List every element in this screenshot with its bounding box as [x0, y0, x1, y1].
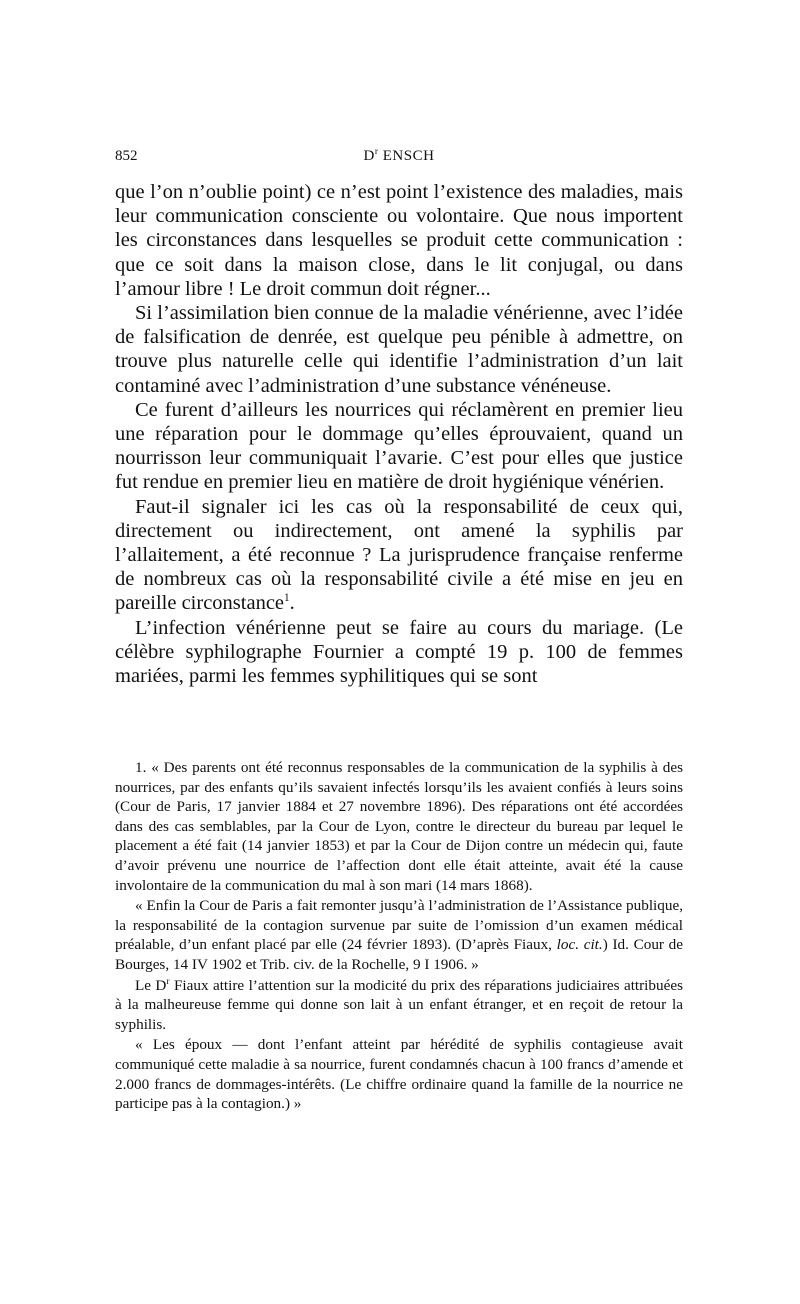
footnote-3	[115, 976, 683, 1035]
running-head	[115, 147, 683, 165]
footnote-3-prefix: Le D	[135, 976, 167, 994]
footnotes	[115, 758, 683, 1115]
footnote-4: « Les époux — dont l’enfant atteint par hérédité de syphilis contagieuse avait communiqué cette maladie à sa nourrice, furent condamnés chacun à 100 francs d’amende et 2.000 francs de dommages-intérêts. (Le chiffre ordinaire quand la famille de la nourrice ne participe pas à la contagion.) »	[115, 1036, 683, 1113]
running-head-name: ENSCH	[378, 148, 435, 164]
footnote-3-text: Fiaux attire l’attention sur la modicité du prix des réparations judiciaires attribuées à la malheureuse femme qui donne son lait à un enfant étranger, et en reçoit de retour la syphilis.	[115, 976, 683, 1033]
paragraph-4	[115, 495, 683, 616]
paragraph-4-end: .	[289, 592, 295, 615]
footnote-2-text-b: ) Id. Cour de Bourges, 14 IV 1902 et Trib. civ. de la Rochelle, 9 I 1906. »	[115, 936, 683, 973]
paragraph-1: que l’on n’oublie point) ce n’est point l’existence des maladies, mais leur communication consciente ou volontaire. Que nous importent les circonstances dans lesquelles se produit cette communication : que ce soit dans la maison close, dans le lit conjugal, ou dans l’amour libre ! Le droit commun doit régner...	[115, 181, 683, 300]
paragraph-5: L’infection vénérienne peut se faire au cours du mariage. (Le célèbre syphilographe Fournier a compté 19 p. 100 de femmes mariées, parmi les femmes syphilitiques qui se sont	[115, 616, 683, 688]
footnote-2	[115, 896, 683, 974]
footnote-2-citation: loc. cit.	[556, 936, 603, 954]
page-number: 852	[115, 148, 138, 164]
paragraph-3: Ce furent d’ailleurs les nourrices qui réclamèrent en premier lieu une réparation pour le dommage qu’elles éprouvaient, quand un nourrisson leur communiquait l’avarie. C’est pour elles que justice fut rendue en premier lieu en matière de droit hygiénique vénérien.	[115, 398, 683, 494]
footnote-reference: 1	[284, 592, 290, 605]
running-head-prefix: D	[363, 148, 375, 164]
paragraph-2: Si l’assimilation bien connue de la maladie vénérienne, avec l’idée de falsification de denrée, est quelque peu pénible à admettre, on trouve plus naturelle celle qui identifie l’administration d’un lait contaminé avec l’administration d’une substance vénéneuse.	[115, 302, 683, 397]
paragraph-4-text: Faut-il signaler ici les cas où la responsabilité de ceux qui, directement ou indirectement, ont amené la syphilis par l’allaitement, a été reconnue ? La jurisprudence française renferme de nombreux cas où la responsabilité civile a été mise en jeu en pareille circonstance	[115, 495, 683, 615]
running-head-sup: r	[374, 147, 379, 157]
footnote-2-text-a: « Enfin la Cour de Paris a fait remonter jusqu’à l’administration de l’Assistance publique, la responsabilité de la contagion survenue par suite de l’omission d’un examen médical préalable, d’un enfant placé par elle (24 février 1893). (D’après Fiaux,	[115, 897, 683, 954]
body-text	[115, 180, 683, 688]
footnote-3-sup: r	[166, 976, 170, 987]
footnote-1: 1. « Des parents ont été reconnus responsables de la communication de la syphilis à des nourrices, par des enfants qu’ils savaient infectés lorsqu’ils les avaient confiés à leurs soins (Cour de Paris, 17 janvier 1884 et 27 novembre 1896). Des réparations ont été accordées dans des cas semblables, par la Cour de Lyon, contre le directeur du bureau par lequel le placement a été fait (14 janvier 1853) et par la Cour de Dijon contre un médecin qui, faute d’avoir prévenu une nourrice de l’affection dont elle était atteinte, avait été la cause involontaire de la communication du mal à son mari (14 mars 1868).	[115, 759, 683, 894]
